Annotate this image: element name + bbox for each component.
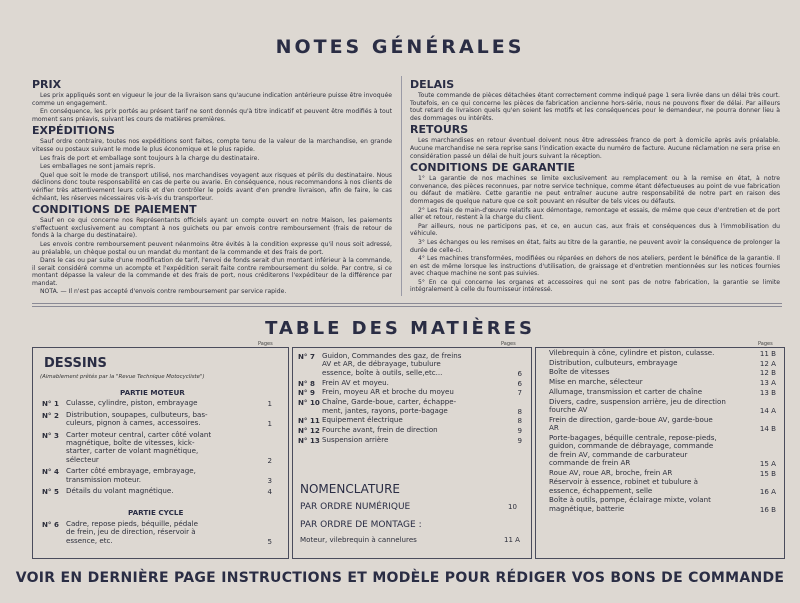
retours-paragraph: Les marchandises en retour éventuel doivent nous être adressées franco de port à domicile après avis préalable. Aucune marchandise ne sera reprise sans l'indication exacte du numéro de facture. Aucune réclamation ne sera prise en considération passé un délai de huit jours suivant la réception.: [410, 137, 780, 160]
paiement-paragraph: Dans le cas ou par suite d'une modification de tarif, l'envoi de fonds serait d'un montant inférieur à la commande, il serait considéré comme un acompte et l'expédition serait faite contre remboursement du solde. Par contre, si ce montant dépasse la valeur de la commande et des frais de port, nous créditerons l'expéditeur de la différence par mandat.: [32, 257, 392, 287]
toc-mid-item-number: N° 9: [298, 388, 315, 398]
expeditions-paragraph: Les emballages ne sont jamais repris.: [40, 163, 156, 171]
toc-mid-item-text: Equipement électrique: [322, 415, 403, 425]
toc-mid-item-page: 6: [517, 378, 522, 388]
toc-right-item-text: Roue AV, roue AR, broche, frein AR: [549, 467, 673, 477]
toc-moteur-item-number: N° 3: [42, 430, 59, 440]
toc-right-item-page: 16 A: [759, 486, 776, 496]
nomenclature-heading: NOMENCLATURE: [300, 482, 400, 496]
toc-right-item-text: Distribution, culbuteurs, embrayage: [549, 357, 678, 367]
toc-mid-item-page: 8: [517, 416, 522, 426]
garantie-paragraph: 3° Les échanges ou les remises en état, faits au titre de la garantie, ne peuvent avoir la conséquence de prolonger la durée de celle-ci.: [410, 238, 780, 254]
toc-cycle-item-number: N° 6: [42, 520, 59, 529]
toc-right-item-text: Allumage, transmission et carter de chaîne: [549, 386, 703, 396]
toc-right-item-text: Réservoir à essence, robinet et tubulure à: [549, 477, 698, 487]
toc-right-item-page: 13 B: [759, 387, 776, 397]
dessins-heading: DESSINS: [44, 356, 107, 371]
expeditions-heading: EXPÉDITIONS: [32, 124, 115, 138]
partie-cycle-heading: PARTIE CYCLE: [128, 508, 184, 517]
toc-cycle-item-text: Cadre, repose pieds, béquille, pédale: [66, 519, 198, 528]
garantie-paragraph: 1° La garantie de nos machines se limite exclusivement au remplacement ou à la remise en état, à notre convenance, des pièces reconnues, par notre service technique, comme étant défectueuses au point de vue fabrication ou défaut de matière. Cette garantie ne peut entraîner aucune autre responsabilité de notre part en raison des dommages de quelque nature que ce soit pouvant en résulter de tels vices ou défauts.: [410, 175, 780, 205]
pages-label: Pages: [258, 341, 273, 347]
toc-right-item-text: de frein AV, commande de carburateur: [549, 449, 688, 459]
section-rule: [32, 303, 782, 304]
delais-heading: DELAIS: [410, 78, 455, 91]
toc-moteur-item-number: N° 4: [42, 467, 59, 477]
toc-right-item-text: AR: [549, 423, 559, 432]
toc-right-item-page: 13 A: [759, 378, 776, 388]
toc-right-item-page: 12 B: [759, 368, 776, 378]
toc-moteur-item-text: Détails du volant magnétique.: [66, 486, 174, 496]
toc-title: TABLE DES MATIÈRES: [265, 318, 535, 339]
toc-right-item-text: Divers, cadre, suspension arrière, jeu de direction: [549, 396, 726, 406]
pages-label: Pages: [758, 341, 773, 347]
toc-mid-item-page: 8: [517, 406, 522, 416]
toc-mid-item-number: N° 7: [298, 352, 315, 361]
toc-mid-item-text: Suspension arrière: [322, 435, 389, 444]
page-title: NOTES GÉNÉRALES: [275, 36, 525, 58]
toc-moteur-item-text: magnétique, boîte de vitesses, kick-: [66, 438, 195, 447]
toc-right-item-page: 15 A: [759, 458, 776, 468]
notes-right-column: [410, 77, 780, 295]
toc-moteur-item-page: 1: [267, 399, 272, 408]
toc-right-item-text: Boîte à outils, pompe, éclairage mixte, volant: [549, 495, 711, 505]
toc-mid-item-number: N° 10: [298, 398, 320, 408]
paiement-paragraph: Sauf en ce qui concerne nos Représentants officiels ayant un compte ouvert en notre Maison, les paiements s'effectuent exclusivement au comptant à nos guichets ou par envois contre remboursement (frais de retour de fonds à la charge du destinataire).: [32, 217, 392, 240]
toc-mid-item-text: essence, boîte à outils, selle,etc...: [322, 367, 443, 377]
toc-right-item-text: Boîte de vitesses: [549, 367, 610, 377]
toc-moteur-item-text: Carter moteur central, carter côté volant: [66, 429, 212, 439]
column-divider: [401, 76, 402, 296]
toc-right-item-text: Frein de direction, garde-boue AV, garde-boue: [549, 414, 713, 424]
toc-right-item-text: fourche AV: [549, 404, 588, 414]
toc-right-item-page: 14 B: [759, 424, 776, 433]
ordre-montage-label: PAR ORDRE DE MONTAGE :: [300, 520, 422, 530]
toc-right-item-page: 15 B: [759, 468, 776, 478]
toc-cycle-item-text: essence, etc.: [66, 535, 113, 545]
toc-moteur-item-page: 3: [267, 475, 272, 485]
toc-mid-item-page: 9: [517, 426, 522, 436]
toc-moteur-item-text: Distribution, soupapes, culbuteurs, bas-: [66, 409, 208, 419]
toc-moteur-item-number: N° 1: [42, 399, 59, 408]
toc-mid-item-text: ment, jantes, rayons, porte-bagage: [322, 405, 448, 415]
expeditions-paragraph: Les frais de port et emballage sont toujours à la charge du destinataire.: [40, 154, 260, 162]
toc-right-item-text: commande de frein AR: [549, 457, 631, 467]
montage-page: 11 A: [504, 536, 520, 544]
toc-right-item-text: guidon, commande de débrayage, commande: [549, 441, 714, 451]
toc-mid-item-text: Chaîne, Garde-boue, carter, échappe-: [322, 397, 457, 407]
prix-heading: PRIX: [32, 78, 62, 91]
toc-moteur-item-text: sélecteur: [66, 454, 99, 464]
garantie-paragraph: 4° Les machines transformées, modifiées ou réparées en dehors de nos ateliers, perdent le bénéfice de la garantie. Il en est de même lorsque les instructions d'utilisation, de graissage et d'entretien mentionnées sur les notices fournies avec chaque machine ne sont pas suivies.: [410, 255, 780, 278]
toc-moteur-item-text: Culasse, cylindre, piston, embrayage: [66, 398, 198, 407]
partie-moteur-heading: PARTIE MOTEUR: [120, 388, 185, 397]
montage-item: Moteur, vilebrequin à cannelures: [300, 535, 417, 544]
toc-moteur-item-number: N° 5: [42, 487, 59, 497]
toc-right-item-text: Porte-bagages, béquille centrale, repose-pieds,: [549, 432, 717, 442]
footer-instructions: VOIR EN DERNIÈRE PAGE INSTRUCTIONS ET MODÈLE POUR RÉDIGER VOS BONS DE COMMANDE: [15, 570, 785, 586]
toc-moteur-item-page: 4: [267, 487, 272, 497]
toc-right-item-text: essence, échappement, selle: [549, 485, 653, 495]
toc-mid-item-text: Guidon, Commandes des gaz, de freins: [322, 351, 462, 360]
toc-right-item-page: 12 A: [759, 358, 776, 368]
garantie-heading: CONDITIONS DE GARANTIE: [410, 161, 576, 175]
toc-right-item-page: 16 B: [759, 504, 776, 514]
paiement-nota: NOTA. — Il n'est pas accepté d'envois contre remboursement par service rapide.: [40, 288, 287, 296]
section-rule: [32, 306, 782, 307]
toc-right-item-text: magnétique, batterie: [549, 503, 625, 513]
ordre-numerique-page: 10: [508, 503, 517, 511]
delais-paragraph: Toute commande de pièces détachées étant correctement comme indiqué page 1 sera livrée dans un délai très court. Toutefois, en ce qui concerne les pièces de fabrication ancienne hors-série, nous ne pouvons fixer de délai. Par ailleurs tout retard de livraison quels qu'en soient les motifs et les conséquences pour le demandeur, ne pourra donner lieu à des dommages ou intérêts.: [410, 92, 780, 122]
toc-right-item-text: Vilebrequin à cône, cylindre et piston, culasse.: [549, 348, 715, 357]
toc-right-item-text: Mise en marche, sélecteur: [549, 377, 643, 387]
toc-moteur-item-page: 1: [267, 419, 272, 428]
toc-cycle-item-page: 5: [267, 536, 272, 546]
toc-moteur-item-page: 2: [267, 455, 272, 465]
prix-paragraph: Les prix appliqués sont en vigueur le jour de la livraison sans qu'aucune indication antérieure puisse être invoquée comme un engagement.: [32, 92, 392, 107]
toc-moteur-item-text: Carter côté embrayage, embrayage,: [66, 466, 196, 476]
toc-mid-item-text: Fourche avant, frein de direction: [322, 425, 438, 435]
retours-heading: RETOURS: [410, 123, 469, 137]
garantie-paragraph: 2° Les frais de main-d'œuvre relatifs aux démontage, remontage et essais, de même que ceux d'entretien et de port aller et retour, restent à la charge du client.: [410, 206, 780, 222]
expeditions-paragraph: Quel que soit le mode de transport utilisé, nos marchandises voyagent aux risques et périls du destinataire. Nous déclinons donc toute responsabilité en cas de perte ou avarie. En conséquence, nous recommandons à nos clients de vérifier très attentivement leurs colis et d'en contrôler le poids avant d'en prendre livraison, afin de faire, le cas échéant, les réserves nécessaires vis-à-vis du transporteur.: [32, 171, 392, 202]
toc-moteur-item-number: N° 2: [42, 410, 59, 420]
ordre-numerique-label: PAR ORDRE NUMÉRIQUE: [300, 502, 411, 512]
toc-mid-item-page: 7: [517, 388, 522, 398]
toc-mid-item-text: Frein, moyeu AR et broche du moyeu: [322, 387, 454, 397]
toc-moteur-item-text: starter, carter de volant magnétique,: [66, 446, 199, 456]
toc-mid-item-number: N° 13: [298, 436, 320, 445]
toc-mid-item-number: N° 8: [298, 378, 315, 388]
prix-paragraph: En conséquence, les prix portés au présent tarif ne sont donnés qu'à titre indicatif et peuvent être modifiés à tout moment sans préavis, suivant les cours de matières premières.: [32, 108, 392, 123]
toc-moteur-item-text: transmission moteur.: [66, 474, 141, 484]
dessins-subtitle: (Aimablement prêtés par la "Revue Technique Motocycliste"): [40, 374, 205, 380]
garantie-paragraph: 5° En ce qui concerne les organes et accessoires qui ne sont pas de notre fabrication, la garantie se limite intégralement à celle du fournisseur intéressé.: [410, 278, 780, 294]
notes-left-column: [32, 77, 392, 297]
toc-mid-item-number: N° 12: [298, 426, 320, 436]
toc-right-item-page: 11 B: [759, 349, 776, 358]
paiement-paragraph: Les envois contre remboursement peuvent néanmoins être évités à la condition expresse qu'il nous soit adressé, au préalable, un chèque postal ou un mandat du montant de la commande et des frais de port.: [32, 240, 392, 256]
garantie-paragraph: Par ailleurs, nous ne participons pas, et ce, en aucun cas, aux frais et conséquences dus à l'immobilisation du véhicule.: [410, 222, 780, 238]
toc-right-item-page: 14 A: [759, 405, 776, 415]
toc-mid-item-page: 6: [517, 368, 522, 378]
toc-cycle-item-text: de frein, jeu de direction, réservoir à: [66, 527, 196, 537]
paiement-heading: CONDITIONS DE PAIEMENT: [32, 203, 197, 217]
toc-mid-item-text: AV et AR, de débrayage, tubulure: [322, 359, 441, 369]
toc-moteur-item-text: culeurs, pignon à cames, accessoires.: [66, 418, 201, 427]
toc-mid-item-text: Frein AV et moyeu.: [322, 377, 389, 387]
toc-mid-item-number: N° 11: [298, 416, 320, 426]
expeditions-paragraph: Sauf ordre contraire, toutes nos expéditions sont faites, compte tenu de la valeur de la marchandise, en grande vitesse ou postaux suivant le mode le plus économique et le plus rapide.: [32, 138, 392, 153]
toc-mid-item-page: 9: [517, 436, 522, 445]
pages-label: Pages: [501, 341, 516, 347]
